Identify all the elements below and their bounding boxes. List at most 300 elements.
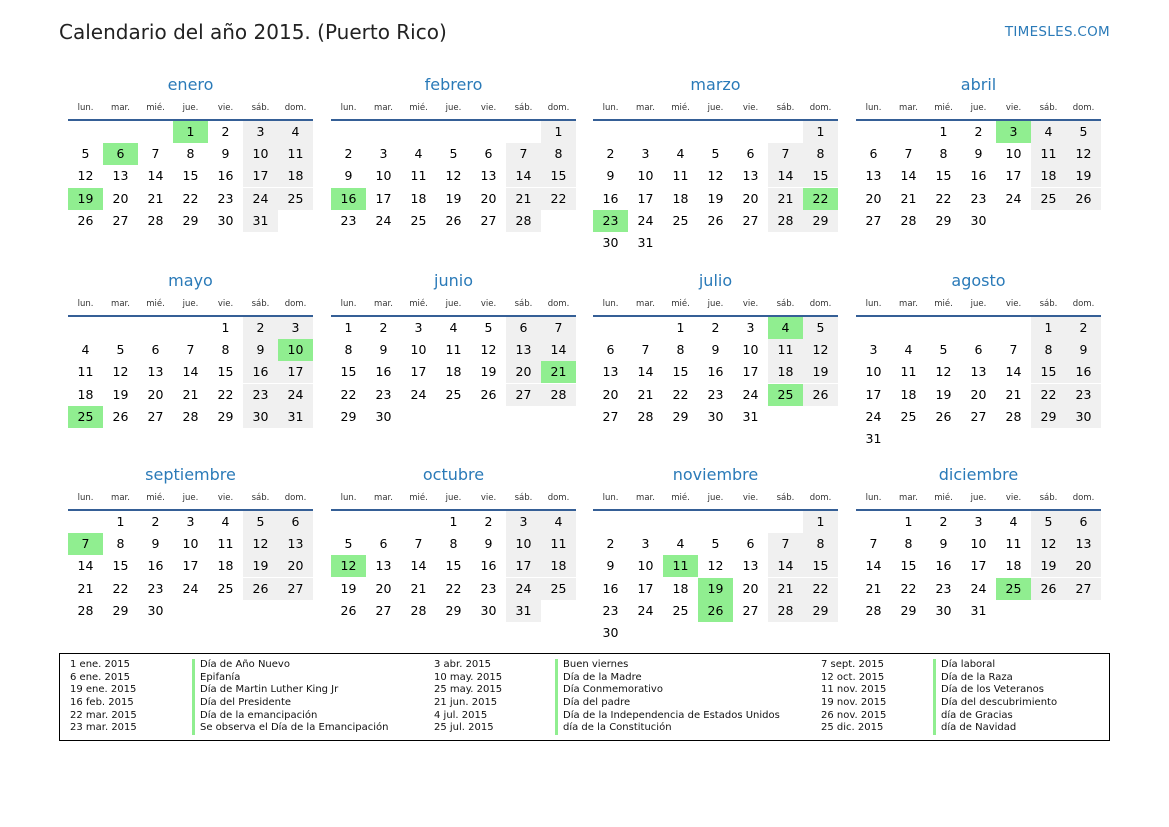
weekday-label: lun.	[602, 299, 619, 309]
day-cell: 12	[1031, 533, 1066, 555]
day-cell: 22	[672, 386, 689, 402]
day-cell: 11	[1031, 143, 1066, 165]
weekday-label: sáb.	[776, 493, 795, 503]
day-cell: 16	[375, 364, 392, 380]
day-cell: 7	[186, 342, 195, 358]
day-cell: 17	[637, 190, 654, 206]
day-cell-holiday: 25	[68, 406, 103, 428]
day-cell: 3	[506, 511, 541, 533]
day-cell: 30	[147, 602, 164, 618]
weekday-label: sáb.	[776, 299, 795, 309]
weekday-label: mié.	[146, 493, 165, 503]
day-cell: 20	[480, 190, 497, 206]
day-cell: 2	[344, 146, 353, 162]
day-cell: 11	[541, 533, 576, 555]
holiday-name: Día del Presidente	[192, 697, 389, 710]
day-cell: 10	[375, 168, 392, 184]
holiday-date: 19 nov. 2015	[821, 697, 887, 709]
day-cell: 17	[182, 558, 199, 574]
day-cell: 22	[182, 190, 199, 206]
day-cell: 23	[1066, 384, 1101, 406]
day-cell: 2	[1066, 317, 1101, 339]
weekday-label: mar.	[636, 299, 655, 309]
weekday-label: lun.	[865, 493, 882, 503]
holiday-name: día de Navidad	[933, 722, 1057, 735]
weekday-label: lun.	[865, 299, 882, 309]
day-cell: 30	[602, 235, 619, 250]
day-cell: 8	[803, 143, 838, 165]
day-cell: 7	[506, 143, 541, 165]
day-cell: 29	[1031, 406, 1066, 428]
day-cell: 21	[77, 580, 94, 596]
day-cell-holiday: 26	[698, 600, 733, 622]
day-cell: 3	[869, 342, 878, 358]
day-cell: 26	[243, 578, 278, 600]
day-cell: 10	[637, 168, 654, 184]
day-cell: 26	[1031, 578, 1066, 600]
day-cell: 1	[541, 121, 576, 143]
day-cell: 17	[865, 386, 882, 402]
page-title: Calendario del año 2015. (Puerto Rico)	[59, 20, 447, 44]
day-cell: 23	[480, 580, 497, 596]
day-cell: 16	[602, 580, 619, 596]
holiday-date: 11 nov. 2015	[821, 684, 887, 696]
day-cell: 16	[243, 361, 278, 383]
day-cell-holiday: 10	[278, 339, 313, 361]
day-cell: 14	[865, 558, 882, 574]
weekday-label: mié.	[671, 299, 690, 309]
weekday-label: jue.	[970, 493, 987, 503]
day-cell: 16	[147, 558, 164, 574]
day-cell: 22	[935, 190, 952, 206]
weekday-label: vie.	[1005, 493, 1022, 503]
day-cell: 5	[484, 320, 493, 335]
day-cell: 6	[1066, 511, 1101, 533]
day-cell: 18	[217, 558, 234, 574]
day-cell: 3	[974, 514, 983, 529]
holiday-name: Día del padre	[555, 697, 780, 710]
day-cell-holiday: 11	[663, 555, 698, 577]
day-cell: 23	[147, 580, 164, 596]
holiday-name: Día Conmemorativo	[555, 684, 780, 697]
day-cell: 10	[410, 342, 427, 358]
day-cell: 14	[182, 364, 199, 380]
day-cell: 13	[865, 168, 882, 184]
holiday-name: Día de Año Nuevo	[192, 659, 389, 672]
weekday-label: mié.	[934, 103, 953, 113]
day-cell: 19	[445, 190, 462, 206]
day-cell: 3	[641, 536, 650, 552]
day-cell: 22	[217, 386, 234, 402]
holiday-date: 22 mar. 2015	[70, 709, 137, 721]
day-cell: 1	[221, 320, 230, 335]
weekday-label: vie.	[480, 103, 497, 113]
day-cell: 24	[375, 212, 392, 228]
weekday-label: lun.	[602, 103, 619, 113]
day-cell: 28	[637, 408, 654, 424]
day-cell: 13	[602, 364, 619, 380]
day-cell: 10	[865, 364, 882, 380]
day-cell: 11	[410, 168, 427, 184]
day-cell: 19	[707, 190, 724, 206]
day-cell: 3	[746, 320, 755, 335]
day-cell: 7	[541, 317, 576, 339]
day-cell: 4	[1031, 121, 1066, 143]
day-cell: 12	[707, 168, 724, 184]
weekday-header	[593, 101, 838, 121]
day-cell-holiday: 23	[593, 210, 628, 232]
weekday-label: mar.	[111, 299, 130, 309]
holiday-date: 26 nov. 2015	[821, 709, 887, 721]
holiday-date: 4 jul. 2015	[434, 709, 488, 721]
day-cell: 13	[480, 168, 497, 184]
day-cell: 26	[803, 384, 838, 406]
day-cell: 1	[344, 320, 353, 335]
day-cell: 22	[340, 386, 357, 402]
day-cell: 16	[935, 558, 952, 574]
day-cell: 5	[803, 317, 838, 339]
day-cell: 18	[672, 580, 689, 596]
day-cell: 4	[278, 121, 313, 143]
weekday-label: dom.	[284, 299, 307, 309]
day-cell: 20	[375, 580, 392, 596]
day-cell: 14	[541, 339, 576, 361]
day-cell: 19	[803, 361, 838, 383]
weekday-label: mar.	[374, 103, 393, 113]
day-cell: 31	[865, 431, 882, 446]
day-cell: 21	[768, 578, 803, 600]
weekday-label: jue.	[707, 493, 724, 503]
day-cell-holiday: 25	[996, 578, 1031, 600]
weekday-header	[331, 491, 576, 511]
day-cell: 4	[904, 342, 913, 358]
weekday-label: jue.	[182, 103, 199, 113]
holiday-name: Día de la Independencia de Estados Unidos	[555, 710, 780, 723]
weekday-label: jue.	[970, 299, 987, 309]
day-cell: 25	[672, 602, 689, 618]
day-cell: 12	[480, 342, 497, 358]
day-cell: 29	[935, 212, 952, 228]
day-cell: 23	[217, 190, 234, 206]
day-cell: 15	[340, 364, 357, 380]
weekday-label: sáb.	[1039, 103, 1058, 113]
day-cell: 21	[182, 386, 199, 402]
weekday-label: mié.	[146, 103, 165, 113]
day-cell: 10	[243, 143, 278, 165]
day-cell: 13	[112, 168, 129, 184]
day-cell: 9	[711, 342, 720, 358]
day-cell: 13	[375, 558, 392, 574]
day-cell: 16	[480, 558, 497, 574]
day-cell: 5	[711, 536, 720, 552]
day-cell: 1	[904, 514, 913, 529]
day-cell: 17	[278, 361, 313, 383]
holiday-names-column	[555, 659, 780, 735]
day-cell: 29	[112, 602, 129, 618]
day-cell: 3	[186, 514, 195, 529]
day-cell: 26	[77, 212, 94, 228]
day-cell: 1	[449, 514, 458, 529]
day-cell: 3	[414, 320, 423, 335]
holiday-name: Día de la Raza	[933, 672, 1057, 685]
day-cell: 7	[641, 342, 650, 358]
day-cell: 28	[147, 212, 164, 228]
day-cell: 21	[637, 386, 654, 402]
weekday-label: sáb.	[1039, 299, 1058, 309]
day-cell: 30	[217, 212, 234, 228]
weekday-label: jue.	[182, 299, 199, 309]
day-cell: 14	[768, 555, 803, 577]
day-cell: 8	[676, 342, 685, 358]
day-cell: 29	[900, 602, 917, 618]
day-cell: 21	[410, 580, 427, 596]
day-cell: 18	[278, 165, 313, 187]
day-cell: 11	[77, 364, 94, 380]
month-name: marzo	[690, 75, 741, 94]
day-cell: 18	[768, 361, 803, 383]
day-cell: 2	[379, 320, 388, 335]
weekday-label: mié.	[934, 299, 953, 309]
day-cell: 12	[243, 533, 278, 555]
day-cell: 2	[606, 146, 615, 162]
day-cell: 8	[541, 143, 576, 165]
day-cell-holiday: 19	[68, 188, 103, 210]
weekday-label: jue.	[707, 299, 724, 309]
day-cell: 23	[340, 212, 357, 228]
weekday-label: dom.	[1072, 103, 1095, 113]
day-cell: 7	[151, 146, 160, 162]
day-cell: 25	[278, 188, 313, 210]
day-cell: 21	[865, 580, 882, 596]
day-cell: 15	[900, 558, 917, 574]
weekday-header	[593, 491, 838, 511]
day-cell: 16	[602, 190, 619, 206]
day-cell: 24	[742, 386, 759, 402]
day-cell: 13	[970, 364, 987, 380]
day-cell: 22	[541, 188, 576, 210]
day-cell: 15	[112, 558, 129, 574]
holiday-date: 25 may. 2015	[434, 684, 503, 696]
weekday-label: jue.	[970, 103, 987, 113]
weekday-label: jue.	[182, 493, 199, 503]
day-cell: 27	[742, 602, 759, 618]
day-cell: 12	[77, 168, 94, 184]
day-cell: 30	[1066, 406, 1101, 428]
weekday-label: mié.	[409, 299, 428, 309]
day-cell: 5	[1066, 121, 1101, 143]
day-cell-holiday: 1	[173, 121, 208, 143]
weekday-label: jue.	[707, 103, 724, 113]
day-cell: 17	[243, 165, 278, 187]
day-cell: 27	[112, 212, 129, 228]
weekday-header	[68, 491, 313, 511]
weekday-label: lun.	[865, 103, 882, 113]
day-cell: 6	[484, 146, 493, 162]
day-cell-holiday: 21	[541, 361, 576, 383]
weekday-label: mié.	[146, 299, 165, 309]
day-cell: 1	[939, 124, 948, 139]
day-cell-holiday: 12	[331, 555, 366, 577]
day-cell: 6	[506, 317, 541, 339]
day-cell: 25	[541, 578, 576, 600]
day-cell: 30	[375, 408, 392, 424]
day-cell: 1	[803, 121, 838, 143]
day-cell: 10	[182, 536, 199, 552]
day-cell: 25	[900, 408, 917, 424]
day-cell: 3	[379, 146, 388, 162]
weekday-label: sáb.	[514, 299, 533, 309]
day-cell: 26	[112, 408, 129, 424]
day-cell: 21	[900, 190, 917, 206]
day-cell: 20	[112, 190, 129, 206]
day-cell: 3	[641, 146, 650, 162]
day-cell: 14	[768, 165, 803, 187]
day-cell: 4	[676, 536, 685, 552]
weekday-label: dom.	[284, 103, 307, 113]
day-cell: 24	[182, 580, 199, 596]
day-cell: 8	[1031, 339, 1066, 361]
holiday-date: 3 abr. 2015	[434, 659, 492, 670]
holiday-name: Día de la Madre	[555, 672, 780, 685]
month-name: enero	[167, 75, 214, 94]
day-cell: 29	[217, 408, 234, 424]
weekday-label: dom.	[1072, 493, 1095, 503]
day-cell: 18	[541, 555, 576, 577]
day-cell: 31	[970, 602, 987, 618]
day-cell: 8	[939, 146, 948, 162]
day-cell: 22	[1031, 384, 1066, 406]
day-cell: 6	[869, 146, 878, 162]
day-cell: 28	[768, 600, 803, 622]
day-cell: 9	[484, 536, 493, 552]
day-cell: 5	[711, 146, 720, 162]
day-cell: 28	[768, 210, 803, 232]
weekday-label: dom.	[547, 493, 570, 503]
month-name: julio	[698, 271, 733, 290]
day-cell: 5	[81, 146, 90, 162]
day-cell: 14	[637, 364, 654, 380]
day-cell: 27	[602, 408, 619, 424]
weekday-label: vie.	[217, 299, 234, 309]
day-cell: 26	[935, 408, 952, 424]
weekday-label: mar.	[899, 493, 918, 503]
day-cell: 6	[746, 146, 755, 162]
day-cell: 17	[1005, 168, 1022, 184]
day-cell-holiday: 16	[331, 188, 366, 210]
day-cell: 9	[151, 536, 160, 552]
day-cell: 28	[900, 212, 917, 228]
day-cell: 29	[445, 602, 462, 618]
day-cell: 20	[865, 190, 882, 206]
day-cell: 27	[506, 384, 541, 406]
day-cell: 25	[672, 212, 689, 228]
day-cell: 7	[1009, 342, 1018, 358]
day-cell: 20	[602, 386, 619, 402]
day-cell: 19	[1031, 555, 1066, 577]
day-cell: 23	[375, 386, 392, 402]
day-cell: 21	[768, 188, 803, 210]
day-cell-holiday: 7	[68, 533, 103, 555]
weekday-label: mar.	[636, 493, 655, 503]
day-cell: 26	[340, 602, 357, 618]
day-cell: 21	[147, 190, 164, 206]
site-link[interactable]: TIMESLES.COM	[1004, 24, 1110, 40]
month-name: agosto	[951, 271, 1006, 290]
day-cell: 30	[480, 602, 497, 618]
day-cell: 27	[1066, 578, 1101, 600]
day-cell: 2	[151, 514, 160, 529]
weekday-label: sáb.	[514, 103, 533, 113]
weekday-label: mar.	[374, 493, 393, 503]
weekday-label: sáb.	[251, 493, 270, 503]
day-cell: 2	[939, 514, 948, 529]
day-cell: 27	[970, 408, 987, 424]
holiday-name: día de la Constitución	[555, 722, 780, 735]
day-cell: 4	[1009, 514, 1018, 529]
day-cell: 17	[637, 580, 654, 596]
weekday-label: vie.	[217, 493, 234, 503]
day-cell: 25	[410, 212, 427, 228]
month-name: octubre	[422, 465, 485, 484]
day-cell: 7	[768, 533, 803, 555]
day-cell: 11	[1005, 536, 1022, 552]
holiday-name: Día de Martin Luther King Jr	[192, 684, 389, 697]
day-cell: 25	[1031, 188, 1066, 210]
day-cell: 8	[186, 146, 195, 162]
day-cell: 7	[869, 536, 878, 552]
day-cell: 20	[970, 386, 987, 402]
day-cell: 20	[1066, 555, 1101, 577]
day-cell: 6	[379, 536, 388, 552]
weekday-label: mié.	[934, 493, 953, 503]
weekday-label: sáb.	[1039, 493, 1058, 503]
day-cell: 30	[935, 602, 952, 618]
day-cell: 28	[77, 602, 94, 618]
day-cell: 18	[410, 190, 427, 206]
day-cell: 30	[707, 408, 724, 424]
day-cell: 8	[221, 342, 230, 358]
day-cell-holiday: 25	[768, 384, 803, 406]
day-cell: 24	[865, 408, 882, 424]
day-cell: 30	[970, 212, 987, 228]
day-cell: 18	[1005, 558, 1022, 574]
day-cell: 5	[116, 342, 125, 358]
day-cell: 4	[449, 320, 458, 335]
holiday-dates-column	[821, 659, 886, 735]
holiday-name: Buen viernes	[555, 659, 780, 672]
day-cell: 31	[637, 235, 654, 250]
weekday-label: vie.	[480, 299, 497, 309]
day-cell: 24	[278, 384, 313, 406]
day-cell: 18	[445, 364, 462, 380]
day-cell: 5	[1031, 511, 1066, 533]
day-cell: 14	[410, 558, 427, 574]
weekday-label: mié.	[671, 493, 690, 503]
holiday-name: Día de la emancipación	[192, 710, 389, 723]
day-cell: 1	[676, 320, 685, 335]
weekday-header	[331, 297, 576, 317]
holiday-name: Día de los Veteranos	[933, 684, 1057, 697]
holiday-name: Día del descubrimiento	[933, 697, 1057, 710]
day-cell: 4	[676, 146, 685, 162]
day-cell-holiday: 3	[996, 121, 1031, 143]
day-cell: 2	[974, 124, 983, 139]
weekday-header	[593, 297, 838, 317]
day-cell: 6	[278, 511, 313, 533]
day-cell: 19	[480, 364, 497, 380]
day-cell: 27	[147, 408, 164, 424]
day-cell: 20	[742, 580, 759, 596]
